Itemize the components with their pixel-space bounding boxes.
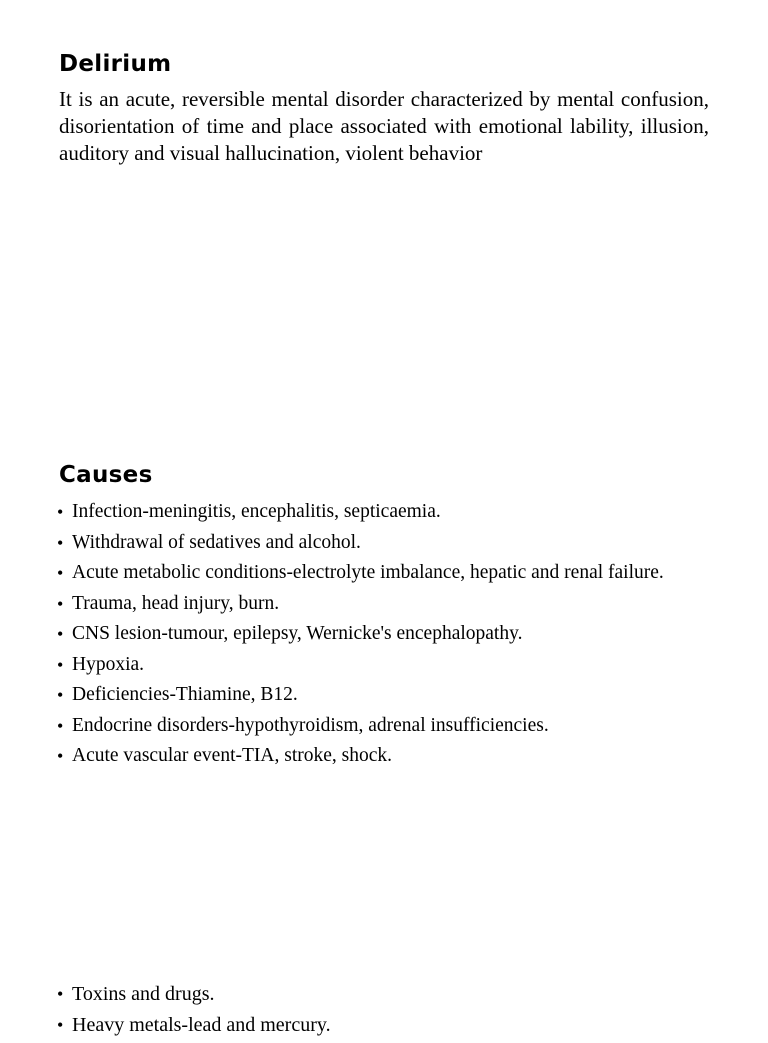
list-item-text: Infection-meningitis, encephalitis, septicaemia.: [72, 501, 441, 522]
list-item: [57, 653, 697, 677]
list-item-text: Trauma, head injury, burn.: [72, 592, 280, 614]
causes-list-continued: [57, 982, 697, 1043]
bullet-icon: •: [57, 502, 64, 522]
bullet-icon: •: [57, 563, 64, 583]
list-item: [57, 531, 697, 555]
list-item: [57, 1013, 697, 1037]
list-item-text: Withdrawal of sedatives and alcohol.: [72, 531, 361, 553]
bullet-icon: •: [57, 984, 64, 1004]
bullet-icon: •: [57, 593, 64, 614]
list-item: [57, 622, 697, 646]
bullet-icon: •: [57, 715, 64, 736]
bullet-icon: •: [57, 685, 64, 705]
bullet-icon: •: [57, 746, 64, 766]
bullet-icon: •: [57, 532, 64, 553]
list-item: [57, 500, 697, 524]
list-item-text: Toxins and drugs.: [72, 983, 215, 1005]
bullet-icon: •: [57, 654, 64, 675]
list-item: [57, 561, 697, 585]
list-item-text: Hypoxia.: [72, 653, 145, 675]
list-item-text: Deficiencies-Thiamine, B12.: [72, 684, 298, 705]
delirium-definition: It is an acute, reversible mental disorder characterized by mental confusion, disorientation of time and place associated with emotional lability, illusion, auditory and visual hallucination, violent behavior: [59, 87, 709, 165]
list-item: [57, 683, 697, 707]
list-item-text: Acute vascular event-TIA, stroke, shock.: [72, 745, 393, 766]
list-item-text: Endocrine disorders-hypothyroidism, adrenal insufficiencies.: [72, 714, 549, 736]
bullet-icon: •: [57, 624, 64, 644]
list-item: [57, 744, 697, 768]
list-item: [57, 982, 697, 1006]
bullet-icon: •: [57, 1014, 64, 1035]
list-item: [57, 714, 697, 738]
causes-list: [57, 500, 697, 775]
list-item-text: CNS lesion-tumour, epilepsy, Wernicke's encephalopathy.: [72, 623, 523, 644]
section-title-causes: Causes: [59, 462, 153, 488]
section-title-delirium: Delirium: [59, 51, 172, 77]
list-item: [57, 592, 697, 616]
list-item-text: Acute metabolic conditions-electrolyte imbalance, hepatic and renal failure.: [72, 562, 664, 583]
list-item-text: Heavy metals-lead and mercury.: [72, 1013, 331, 1036]
